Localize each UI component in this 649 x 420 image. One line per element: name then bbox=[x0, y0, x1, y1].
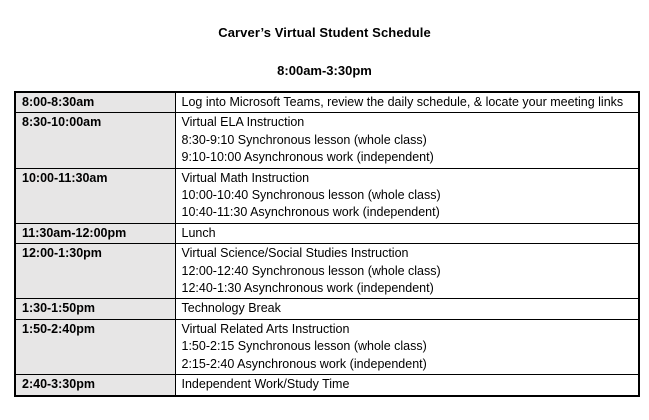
activity-cell bbox=[175, 244, 639, 299]
activity-line: Independent Work/Study Time bbox=[181, 377, 350, 392]
activity-line: Virtual Math Instruction bbox=[181, 170, 310, 185]
time-cell: 11:30am-12:00pm bbox=[15, 223, 175, 243]
activity-line: Virtual Science/Social Studies Instruction bbox=[181, 246, 409, 261]
activity-line: 12:00-12:40 Synchronous lesson (whole class) bbox=[181, 263, 441, 278]
activity-cell bbox=[175, 319, 639, 374]
activity-cell bbox=[175, 113, 639, 168]
time-cell: 8:00-8:30am bbox=[15, 92, 175, 113]
activity-line: Log into Microsoft Teams, review the daily schedule, & locate your meeting links bbox=[181, 95, 624, 109]
activity-line: 9:10-10:00 Asynchronous work (independent) bbox=[181, 150, 434, 165]
time-cell: 2:40-3:30pm bbox=[15, 375, 175, 396]
activity-cell bbox=[175, 92, 639, 113]
table-row bbox=[15, 92, 639, 113]
activity-line: 8:30-9:10 Synchronous lesson (whole class) bbox=[181, 132, 427, 147]
activity-cell bbox=[175, 223, 639, 243]
table-row bbox=[15, 319, 639, 374]
time-cell: 12:00-1:30pm bbox=[15, 244, 175, 299]
activity-line: 10:00-10:40 Synchronous lesson (whole class) bbox=[181, 188, 441, 203]
table-row bbox=[15, 375, 639, 396]
document-title: Carver’s Virtual Student Schedule bbox=[218, 25, 431, 40]
activity-cell bbox=[175, 168, 639, 223]
time-cell: 8:30-10:00am bbox=[15, 113, 175, 168]
activity-line: Lunch bbox=[181, 225, 216, 240]
activity-cell bbox=[175, 299, 639, 319]
table-row bbox=[15, 223, 639, 243]
activity-line: Virtual Related Arts Instruction bbox=[181, 321, 350, 336]
activity-line: 2:15-2:40 Asynchronous work (independent) bbox=[181, 356, 427, 371]
table-row bbox=[15, 244, 639, 299]
time-cell: 1:30-1:50pm bbox=[15, 299, 175, 319]
document-subtitle: 8:00am-3:30pm bbox=[277, 63, 372, 78]
time-cell: 10:00-11:30am bbox=[15, 168, 175, 223]
activity-cell bbox=[175, 375, 639, 396]
time-cell: 1:50-2:40pm bbox=[15, 319, 175, 374]
activity-line: Virtual ELA Instruction bbox=[181, 115, 305, 130]
schedule-table bbox=[14, 91, 640, 397]
activity-line: Technology Break bbox=[181, 301, 281, 316]
activity-line: 1:50-2:15 Synchronous lesson (whole class) bbox=[181, 339, 427, 354]
activity-line: 12:40-1:30 Asynchronous work (independent) bbox=[181, 281, 434, 296]
table-row bbox=[15, 168, 639, 223]
activity-line: 10:40-11:30 Asynchronous work (independent) bbox=[181, 205, 440, 220]
table-row bbox=[15, 113, 639, 168]
table-row bbox=[15, 299, 639, 319]
